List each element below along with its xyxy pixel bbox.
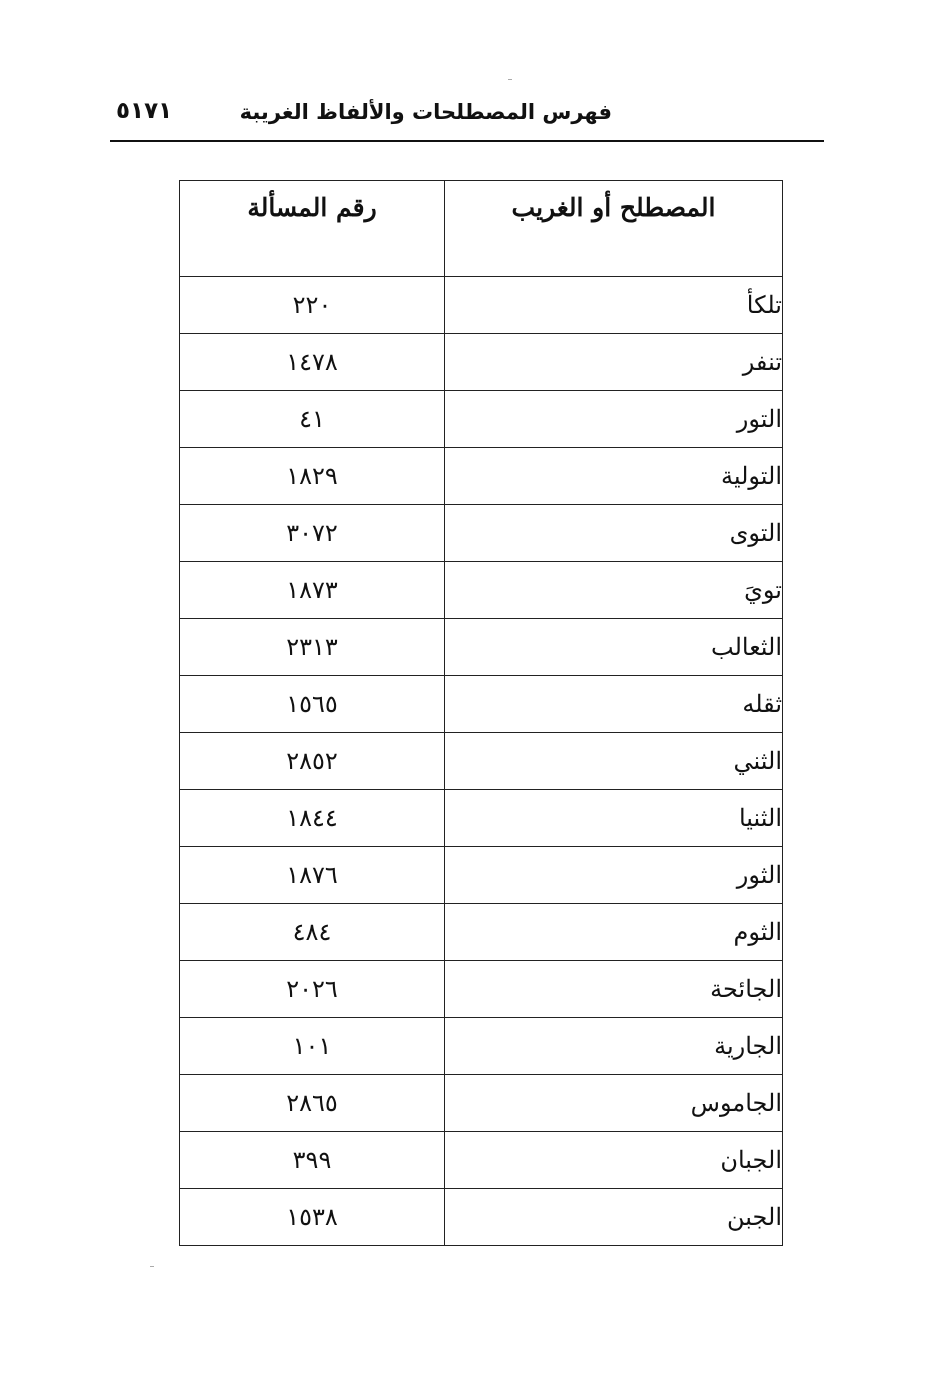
table-row [180, 562, 783, 619]
issue-number-cell: ٤١ [180, 391, 445, 448]
table-header-row [180, 181, 783, 277]
running-title: فهرس المصطلحات والألفاظ الغريبة [239, 100, 612, 124]
issue-number-cell: ٣٩٩ [180, 1132, 445, 1189]
column-header-issue-number: رقم المسألة [180, 181, 445, 277]
issue-number-cell: ٢٢٠ [180, 277, 445, 334]
table-row [180, 1132, 783, 1189]
term-cell: التوى [445, 505, 783, 562]
term-cell: الجبن [445, 1189, 783, 1246]
term-cell: الثعالب [445, 619, 783, 676]
issue-number-cell: ٢٨٥٢ [180, 733, 445, 790]
issue-number-cell: ١٨٧٦ [180, 847, 445, 904]
table-row [180, 505, 783, 562]
table-row [180, 733, 783, 790]
column-header-term: المصطلح أو الغريب [445, 181, 783, 277]
issue-number-cell: ١٨٧٣ [180, 562, 445, 619]
table-row [180, 904, 783, 961]
term-cell: ثقله [445, 676, 783, 733]
table-row [180, 391, 783, 448]
issue-number-cell: ١٨٤٤ [180, 790, 445, 847]
issue-number-cell: ٢٨٦٥ [180, 1075, 445, 1132]
table-row [180, 790, 783, 847]
issue-number-cell: ٤٨٤ [180, 904, 445, 961]
term-cell: الثنيا [445, 790, 783, 847]
issue-number-cell: ١٨٢٩ [180, 448, 445, 505]
table-row [180, 277, 783, 334]
term-cell: الجارية [445, 1018, 783, 1075]
issue-number-cell: ١٥٦٥ [180, 676, 445, 733]
term-cell: الثوم [445, 904, 783, 961]
scan-speck [150, 1266, 154, 1267]
term-cell: تنفر [445, 334, 783, 391]
term-cell: التولية [445, 448, 783, 505]
table-row [180, 619, 783, 676]
term-cell: الثني [445, 733, 783, 790]
page-number: ٥١٧١ [116, 98, 173, 124]
issue-number-cell: ١٠١ [180, 1018, 445, 1075]
issue-number-cell: ٢٣١٣ [180, 619, 445, 676]
header-rule [110, 140, 824, 142]
table-row [180, 448, 783, 505]
issue-number-cell: ١٥٣٨ [180, 1189, 445, 1246]
term-cell: الجبان [445, 1132, 783, 1189]
term-cell: الجائحة [445, 961, 783, 1018]
term-cell: التور [445, 391, 783, 448]
scan-speck [508, 79, 512, 80]
table-row [180, 847, 783, 904]
page-header [110, 96, 824, 142]
table-row [180, 334, 783, 391]
term-cell: الجاموس [445, 1075, 783, 1132]
table-row [180, 961, 783, 1018]
table-row [180, 1018, 783, 1075]
issue-number-cell: ١٤٧٨ [180, 334, 445, 391]
issue-number-cell: ٣٠٧٢ [180, 505, 445, 562]
issue-number-cell: ٢٠٢٦ [180, 961, 445, 1018]
term-cell: الثور [445, 847, 783, 904]
table-row [180, 676, 783, 733]
terms-index-table [179, 180, 783, 1246]
term-cell: تلكأ [445, 277, 783, 334]
term-cell: تويَ [445, 562, 783, 619]
table-row [180, 1189, 783, 1246]
table-row [180, 1075, 783, 1132]
